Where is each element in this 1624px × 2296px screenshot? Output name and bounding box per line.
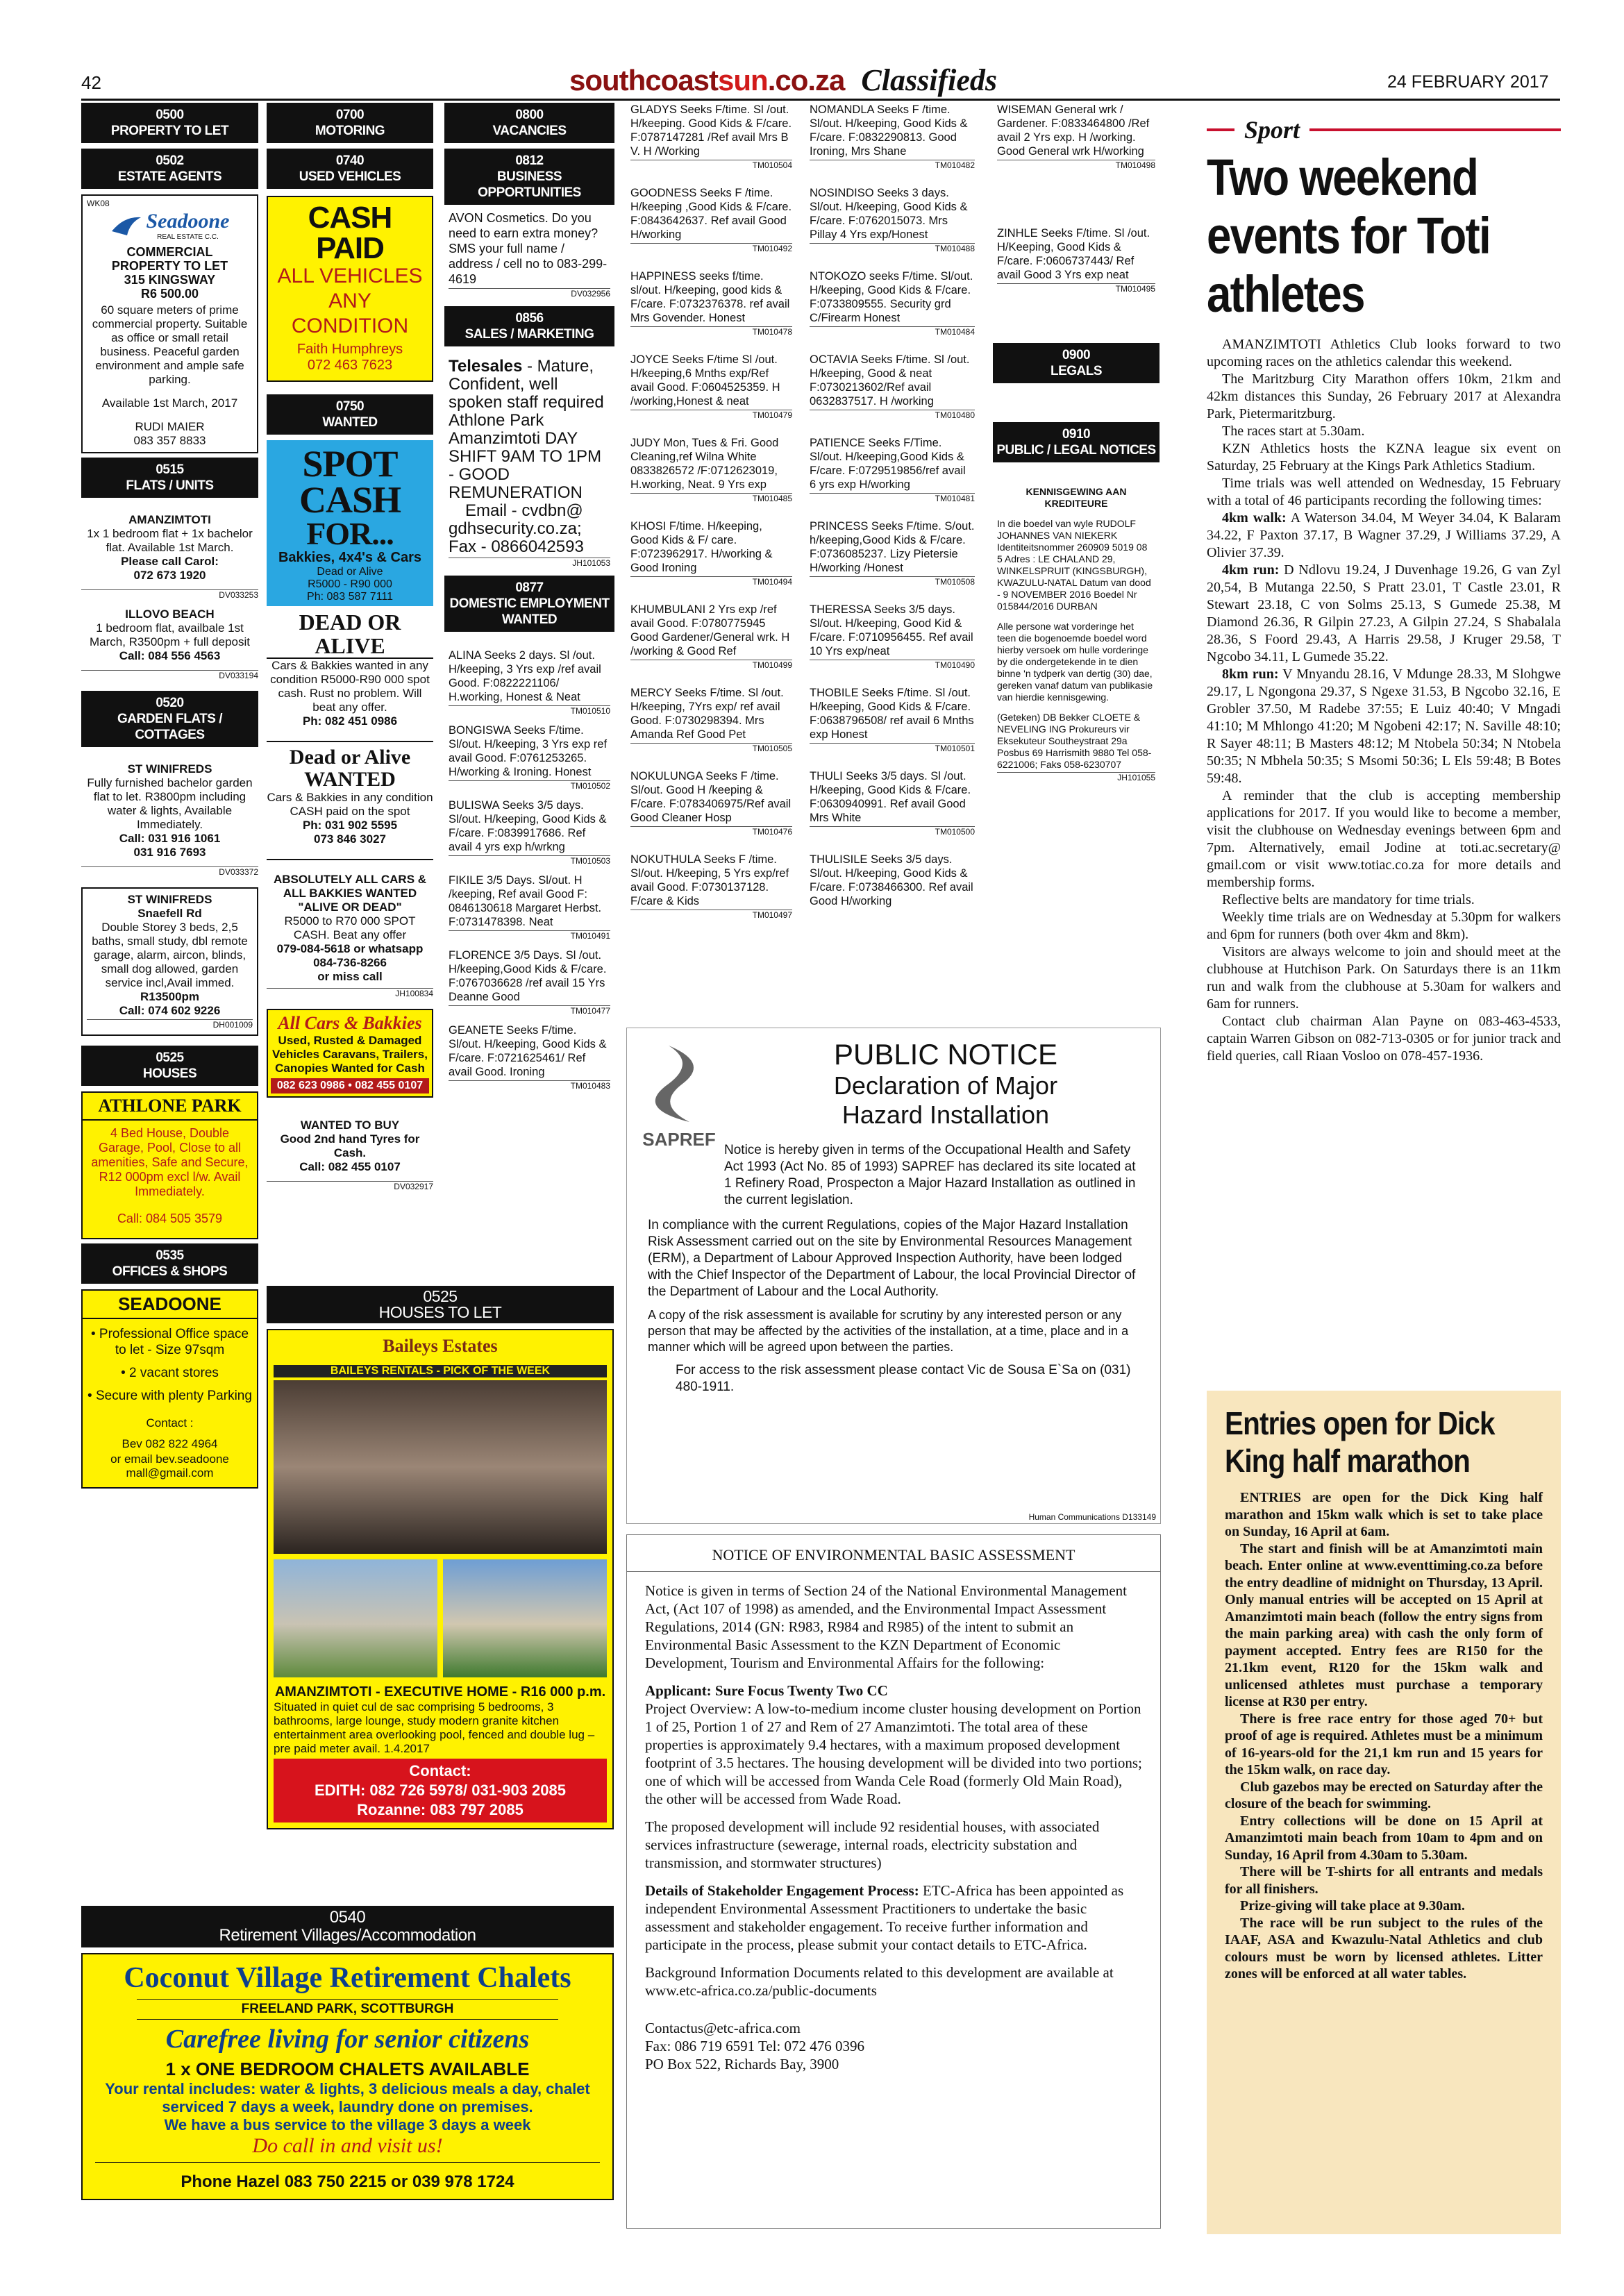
notice-subtitle: Declaration of Major	[833, 1071, 1058, 1100]
column-domestic-b	[805, 103, 979, 923]
employment-entry	[805, 103, 979, 171]
entry-ref: TM010508	[810, 576, 975, 587]
env-title: NOTICE OF ENVIRONMENTAL BASIC ASSESSMENT	[627, 1546, 1160, 1572]
avon-ad: AVON Cosmetics. Do you need to earn extra money? SMS your full name / address / cell no to 083-299-4619 DV032956	[449, 211, 610, 299]
house-photo	[274, 1559, 437, 1677]
heading-0515: 0515 FLATS / UNITS	[81, 458, 258, 498]
employment-entry	[805, 186, 979, 254]
page-number: 42	[81, 72, 101, 93]
ad-availability: Available 1st March, 2017	[101, 396, 238, 410]
column-motoring	[267, 103, 433, 1198]
env-paragraph: Project Overview: A low-to-medium income cluster housing development on Portion 1 of 25, Portion 1 of 27 and Rem of 27 Amanzimtoti. The total area of these properties is approximately 9.4 hectares, with a maximum proposed development footprint of 3.5 hectares. The housing development will be divided into two portions; one of which will be accessed from Wanda Cele Road (formerly Old Main Road), the other will be accessed from Wade Road.	[645, 1700, 1142, 1807]
entry-ref: TM010497	[630, 910, 792, 921]
sapref-notice	[626, 1028, 1161, 1524]
ad-st-winifreds-house: ST WINIFREDS Snaefell Rd Double Storey 3 beds, 2,5 baths, small study, dbl remote garage, alarm, aircon, blinds, small dog allowed, garden service incl,Avail immed. R13500pm Call: 074 602 9226 DH001009	[81, 887, 258, 1036]
entry-text: THULISILE Seeks 3/5 days. Sl/out. H/keeping, Good Kids & F/care. F:0738466300. Ref avail Good H/working	[810, 853, 973, 907]
kitchen-photo	[274, 1380, 607, 1554]
entry-text: THULI Seeks 3/5 days. Sl /out. H/keeping, Good Kids & F/care. F:0630940991. Ref avail Good Mrs White	[810, 770, 971, 824]
section-title: Classifieds	[861, 63, 997, 97]
issue-date: 24 FEBRUARY 2017	[1387, 72, 1549, 92]
entry-text: JOYCE Seeks F/time Sl /out. H/keeping,6 Mnths exp/Ref avail Good. F:0604525359. H /working,Honest & neat	[630, 353, 780, 408]
employment-entry	[626, 186, 796, 254]
employment-entry	[626, 353, 796, 421]
creditors-notice: KENNISGEWING AAN KREDITEURE In die boedel van wyle RUDOLF JOHANNES VAN NIEKERK Identiteitsnommer 260909 5019 08 5 Adres : LE CHALAND 29, WINKELSPRUIT (KINGSBURGH), KWAZULU-NATAL Datum van dood - 9 NOVEMBER 2016 Boedel Nr 015844/2016 DURBAN Alle persone wat vorderinge het teen die bogenoemde boedel word hierby versoek om hulle vorderinge by die ondergetekende in te dien binne 'n tydperk van dertig (30) dae, gereken vanaf datum van publikasie van hierdie kennisgewing. (Geteken) DB Bekker CLOETE & NEVELING ING Prokureurs vir Eksekuteur Southeystraat 29a Posbus 69 Harrismith 9880 Tel 058-6221006; Faks 058-6230707 JH101055	[997, 486, 1155, 782]
employment-entry	[626, 436, 796, 504]
ad-title: PROPERTY TO LET	[111, 259, 228, 273]
entry-ref: TM010476	[630, 826, 792, 837]
entry-ref: TM010494	[630, 576, 792, 587]
ad-illovo-beach: ILLOVO BEACH 1 bedroom flat, availbale 1st March, R3500pm + full deposit Call: 084 556 4563	[89, 607, 251, 662]
ad-ref: DV033372	[81, 866, 258, 878]
entry-text: NTOKOZO seeks F/time. Sl/out. H/keeping, Good Kids & F/care. F:0733809555. Security grd C/Firearm Honest	[810, 270, 973, 324]
article-headline: Two weekend events for Toti athletes	[1207, 149, 1490, 323]
entry-ref: TM010499	[630, 660, 792, 671]
coconut-village-ad: Coconut Village Retirement Chalets FREELAND PARK, SCOTTBURGH Carefree living for senior citizens 1 x ONE BEDROOM CHALETS AVAILABLE Your rental includes: water & lights, 3 delicious meals a day, chalet serviced 7 days a week, laundry done on premises. We have a bus service to the village 3 days a week Do call in and visit us! Phone Hazel 083 750 2215 or 039 978 1724	[81, 1953, 614, 2200]
env-paragraph: Details of Stakeholder Engagement Process: ETC-Africa has been appointed as independent Environmental Assessment Practitioners to undertake the basic assessment and stakeholder engagement. To receive further information and participate in the process, please submit your contact details to ETC-Africa.	[645, 1882, 1124, 1953]
entry-ref: TM010480	[810, 410, 975, 421]
heading-0740: 0740 USED VEHICLES	[267, 149, 433, 189]
entries-article	[1207, 1391, 1561, 2234]
entry-ref: TM010500	[810, 826, 975, 837]
pick-of-week-strip: BAILEYS RENTALS - PICK OF THE WEEK	[274, 1365, 607, 1377]
employment-entry: ALINA Seeks 2 days. Sl /out. H/keeping, 3 Yrs exp /ref avail Good. F:0822221106/ H.working, Honest & Neat TM010510	[449, 649, 610, 716]
ad-contact-name: RUDI MAIER	[135, 420, 205, 433]
employment-entry: BONGISWA Seeks F/time. Sl/out. H/keeping, 3 Yrs exp ref avail Good. F:0761253265. H/working & Ironing. Honest TM010502	[449, 724, 610, 791]
heading-0540: 0540 Retirement Villages/Accommodation	[81, 1906, 614, 1947]
heading-0877: 0877 DOMESTIC EMPLOYMENT WANTED	[444, 576, 614, 632]
notice-paragraph: For access to the risk assessment please contact Vic de Sousa E`Sa on (031) 480-1911.	[676, 1363, 1131, 1394]
ad-phone: 083 357 8833	[133, 434, 206, 447]
heading-0910: 0910 PUBLIC / LEGAL NOTICES	[993, 422, 1160, 462]
env-paragraph: Background Information Documents related to this development are available at www.etc-africa.co.za/public-documents	[645, 1964, 1114, 1999]
employment-entry	[805, 769, 979, 837]
env-applicant: Applicant: Sure Focus Twenty Two CC	[645, 1682, 888, 1699]
dead-or-alive-wanted-ad: Dead or Alive WANTED Cars & Bakkies in any condition CASH paid on the spot Ph: 031 902 5595 073 846 3027	[267, 741, 433, 846]
env-address: PO Box 522, Richards Bay, 3900	[645, 2056, 839, 2072]
column-domestic-a	[626, 103, 796, 936]
employment-entry	[626, 519, 796, 587]
all-cars-bakkies-ad: All Cars & Bakkies Used, Rusted & Damaged Vehicles Caravans, Trailers, Canopies Wanted for Cash 082 623 0986 • 082 455 0107	[267, 1009, 433, 1098]
employment-entry: BULISWA Seeks 3/5 days. Sl/out. H/keeping, Good Kids & F/care. F:0839917686. Ref avail 4 yrs exp h/wrkng TM010503	[449, 799, 610, 866]
entry-ref: TM010478	[630, 326, 792, 337]
cash-paid-ad: CASH PAID ALL VEHICLES ANY CONDITION Faith Humphreys 072 463 7623	[267, 196, 433, 382]
site-name[interactable]: southcoastsun.co.za	[569, 64, 845, 97]
houses-to-let-section	[267, 1286, 614, 1829]
employment-entry	[805, 436, 979, 504]
entry-text: NOKULUNGA Seeks F /time. Sl/out. Good H /keeping & F/care. F:0783406975/Ref avail Good Cleaner Hosp	[630, 770, 792, 824]
heading-0500: 0500 PROPERTY TO LET	[81, 103, 258, 143]
entry-text: PATIENCE Seeks F/Time. Sl/out. H/keeping,Good Kids & F/care. F:0729519856/ref avail 6 yrs exp H/working	[810, 437, 966, 491]
env-paragraph: Notice is given in terms of Section 24 of the National Environmental Management Act, (Act 107 of 1998) as amended, and the Environmental Impact Assessment Regulations, 2014 (GN: R983, R984 and R985) of the intent to submit an Environmental Basic Assessment to the KZN Department of Economic Development, Tourism and Environmental Affairs for the following:	[645, 1582, 1127, 1671]
ad-ref: DV033194	[81, 670, 258, 681]
ad-ref: DH001009	[87, 1019, 253, 1030]
ad-body: 60 square meters of prime commercial property. Suitable as office or small retail business. Peaceful garden environment and ample safe parking.	[92, 303, 248, 386]
employment-entry: WISEMAN General wrk / Gardener. F:0833464800 /Ref avail 2 Yrs exp. H /working. Good General wrk H/working TM010498	[997, 103, 1155, 170]
ad-ref: DV033253	[81, 589, 258, 601]
heading-0502: 0502 ESTATE AGENTS	[81, 149, 258, 189]
entry-text: NOMANDLA Seeks F /time. Sl/out. H/keeping, Good Kids & F/care. F:0832290813. Good Ironing, Mrs Shane	[810, 103, 968, 158]
heading-0800: 0800 VACANCIES	[444, 103, 614, 143]
employment-entry: ZINHLE Seeks F/time. Sl /out. H/Keeping, Good Kids & F/care. F:0606737443/ Ref avail Good 3 Yrs exp neat TM010495	[997, 227, 1155, 294]
entry-ref: TM010479	[630, 410, 792, 421]
baileys-logo: Baileys Estates	[383, 1336, 498, 1356]
ad-amanzimtoti-flat: AMANZIMTOTI 1x 1 bedroom flat + 1x bachelor flat. Available 1st March. Please call Carol: 072 673 1920	[87, 513, 253, 582]
employment-entry	[626, 103, 796, 171]
entry-text: JUDY Mon, Tues & Fri. Good Cleaning,ref Wilna White 0833826572 /F:0712623019, H.working, Neat. 9 Yrs exp	[630, 437, 779, 491]
sport-article	[1207, 103, 1561, 1065]
ad-code: WK08	[87, 199, 110, 208]
env-phone: Fax: 086 719 6591 Tel: 072 476 0396	[645, 2038, 865, 2054]
notice-subtitle: Hazard Installation	[842, 1100, 1050, 1129]
notice-paragraph: In compliance with the current Regulations, copies of the Major Hazard Installation Risk Assessment carried out on the site by Environmental Resources Management (ERM), a Department of Labour Approved Inspection Authority, have been lodged with the Chief Inspector of the Department of Labour, the local Provincial Director of the Department of Labour and the Local Authority.	[648, 1218, 1136, 1299]
sapref-emblem-icon	[641, 1042, 717, 1125]
ad-title: COMMERCIAL	[126, 245, 213, 259]
ad-ref: JH100834	[267, 988, 433, 999]
seadoone-logo: Seadoone REAL ESTATE C.C.	[87, 210, 253, 241]
employment-entry: FIKILE 3/5 Days. Sl/out. H /keeping, Ref avail Good F: 0846130618 Margaret Herbst. F:0731478398. Neat TM010491	[449, 874, 610, 941]
listing-title: AMANZIMTOTI - EXECUTIVE HOME - R16 000 p.m.	[274, 1684, 606, 1700]
employment-entry: GEANETE Seeks F/time. Sl/out. H/keeping, Good Kids & F/care. F:0721625461/ Ref avail Good. Ironing TM010483	[449, 1024, 610, 1091]
employment-entry	[626, 853, 796, 921]
notice-paragraph: A copy of the risk assessment is available for scrutiny by any interested person or any person that may be affected by the activities of the installation, at a time, place and in a manner which will be agreed upon between the parties.	[648, 1308, 1129, 1354]
telesales-ad: Telesales - Mature, Confident, well spoken staff required Athlone Park Amanzimtoti DAY SHIFT 9AM TO 1PM - GOOD REMUNERATION Email - cvdbn@ gdhsecurity.co.za; Fax - 0866042593 JH101053	[449, 357, 610, 568]
entry-ref: TM010504	[630, 160, 792, 171]
entry-text: MERCY Seeks F/time. Sl /out. H/keeping, 7Yrs exp/ ref avail Good. F:0730298394. Mrs Amanda Ref Good Pet	[630, 687, 784, 741]
entry-ref: TM010484	[810, 326, 975, 337]
employment-entry	[805, 269, 979, 337]
column-property	[81, 103, 258, 1493]
employment-entry	[805, 603, 979, 671]
entry-text: GLADYS Seeks F/time. Sl /out. H/keeping. Good Kids & F/care. F:0787147281 /Ref avail Mrs B V. H /Working	[630, 103, 792, 158]
entry-text: THOBILE Seeks F/time. Sl /out. H/keeping, Good Kids & F/care. F:0638796508/ ref avail 6 Mnths exp Honest	[810, 687, 974, 741]
ad-price: R6 500.00	[140, 287, 199, 301]
entry-ref: TM010492	[630, 243, 792, 254]
heading-0750: 0750 WANTED	[267, 394, 433, 435]
entry-text: KHUMBULANI 2 Yrs exp /ref avail Good. F:0780775945 Good Gardener/General wrk. H /working & Good Ref	[630, 603, 790, 657]
entry-text: NOSINDISO Seeks 3 days. Sl/out. H/keeping, Good Kids & F/care. F:0762015073. Mrs Pillay 4 Yrs exp/Honest	[810, 187, 968, 241]
article-body: ENTRIES are open for the Dick King half marathon and 15km walk which is set to take place on Sunday, 16 April at 6am. The start and finish will be at Amanzimtoti main beach. Enter online at www.eventtiming.co.za before the entry deadline of midnight on Thursday, 13 April. Only manual entries will be accepted on 15 April at Amanzimtoti main beach (follow the entry signs from the main parking area) with cash the only form of payment accepted. Entry fees are R150 for the 21.1km event, R120 for the 15km walk and unlicensed athletes must purchase a temporary license at R30 per entry. There is free race entry for those aged 70+ but proof of age is required. Athletes must be a minimum of 16-years-old for the 21,1 km run and 15 years for the 15km walk, on race day. Club gazebos may be erected on Saturday after the closure of the beach for swimming. Entry collections will be done on 15 April at Amanzimtoti main beach from 10am to 4pm and on Sunday, 16 April from 4.30am to 5.30am. There will be T-shirts for all entrants and medals for all finishers. Prize-giving will take place at 9.30am. The race will be run subject to the rules of the IAAF, ASA and Kwazulu-Natal Athletics and club colours must be worn by licensed athletes. Litter zones will be enforced at all water tables.	[1225, 1490, 1543, 1981]
entry-text: NOKUTHULA Seeks F /time. Sl/out. H/keeping, 5 Yrs exp/ref avail Good. F:0730137128. F/care & Kids	[630, 853, 789, 907]
sapref-logo: SAPREF	[641, 1042, 717, 1150]
employment-entry: FLORENCE 3/5 Days. Sl /out. H/keeping,Good Kids & F/care. F:0767036628 /ref avail 15 Yrs Deanne Good TM010477	[449, 949, 610, 1016]
ad-st-winifreds-flat: ST WINIFREDS Fully furnished bachelor garden flat to let. R3800pm including water & lights, Available Immediately. Call: 031 916 1061 031 916 7693	[87, 762, 253, 859]
heading-0856: 0856 SALES / MARKETING	[444, 306, 614, 346]
article-headline: Entries open for Dick King half marathon	[1225, 1405, 1495, 1479]
seadoone-offices-ad: SEADOONE • Professional Office space to let - Size 97sqm • 2 vacant stores • Secure with plenty Parking Contact : Bev 082 822 4964 or email bev.seadoone mall@gmail.com	[81, 1289, 258, 1489]
environmental-notice	[626, 1534, 1161, 2229]
heading-0525-houses: 0525 HOUSES TO LET	[267, 1286, 614, 1323]
employment-entry	[626, 769, 796, 837]
heading-0812: 0812 BUSINESS OPPORTUNITIES	[444, 149, 614, 205]
entry-text: GOODNESS Seeks F /time. H/keeping ,Good Kids & F/care. F:0843642637. Ref avail Good H/working	[630, 187, 792, 241]
employment-entry	[626, 269, 796, 337]
column-vacancies	[444, 103, 614, 1098]
employment-entry	[626, 603, 796, 671]
column-legals	[993, 103, 1160, 789]
section-label: Sport	[1244, 116, 1300, 144]
sport-label-row	[1207, 115, 1561, 144]
employment-entry	[805, 686, 979, 754]
entry-text: KHOSI F/time. H/keeping, Good Kids & F/ care. F:0723962917. H/working & Good Ironing	[630, 520, 773, 574]
retirement-section	[81, 1906, 614, 2200]
heading-0520: 0520 GARDEN FLATS / COTTAGES	[81, 691, 258, 747]
entry-text: THERESSA Seeks 3/5 days. Sl/out. H/keeping, Good Kid & F/care. F:0710956455. Ref avail 10 Yrs exp/neat	[810, 603, 973, 657]
wanted-to-buy-ad: WANTED TO BUY Good 2nd hand Tyres for Cash. Call: 082 455 0107	[280, 1118, 420, 1173]
entry-ref: TM010490	[810, 660, 975, 671]
entry-ref: TM010505	[630, 743, 792, 754]
employment-entry	[805, 519, 979, 587]
notice-paragraph: Notice is hereby given in terms of the Occupational Health and Safety Act 1993 (Act No. 85 of 1993) SAPREF has declared its site located at 1 Refinery Road, Prospecton a Major Hazard Installation as outlined in the current legislation.	[724, 1143, 1136, 1207]
entry-text: HAPPINESS seeks f/time. sl/out. H/keeping, good kids & F/care. F:0732376378. ref avail Mrs Govender. Honest	[630, 270, 790, 324]
header-rule	[81, 99, 1560, 101]
notice-ref: Human Communications D133149	[1028, 1512, 1156, 1522]
listing-body: Situated in quiet cul de sac comprising 5 bedrooms, 3 bathrooms, large lounge, study modern granite kitchen entertainment area overlooking pool, fenced and double lug – pre paid meter avail. 1.4.2017	[274, 1700, 595, 1755]
athlone-park-ad: ATHLONE PARK 4 Bed House, Double Garage, Pool, Close to all amenities, Safe and Secure, R12 000pm excl l/w. Avail Immediately. Call: 084 505 3579	[81, 1091, 258, 1239]
bird-icon	[110, 212, 142, 240]
masthead	[569, 62, 1069, 97]
baileys-contact: Contact: EDITH: 082 726 5978/ 031-903 2085 Rozanne: 083 797 2085	[274, 1759, 607, 1822]
seadoone-estate-ad	[81, 194, 258, 453]
notice-title: PUBLIC NOTICE	[833, 1038, 1058, 1071]
employment-entry	[626, 686, 796, 754]
heading-0700: 0700 MOTORING	[267, 103, 433, 143]
baileys-ad	[267, 1329, 614, 1829]
entry-ref: TM010481	[810, 493, 975, 504]
entry-ref: TM010501	[810, 743, 975, 754]
ad-title: 315 KINGSWAY	[124, 273, 216, 287]
env-email[interactable]: Contactus@etc-africa.com	[645, 2020, 801, 2036]
entry-text: OCTAVIA Seeks F/time. Sl /out. H/keeping, Good & neat F:0730213602/Ref avail 0632837517. H /working	[810, 353, 970, 408]
spot-cash-ad: SPOT CASH FOR... Bakkies, 4x4's & Cars Dead or Alive R5000 - R90 000 Ph: 083 587 7111	[267, 440, 433, 606]
article-body: AMANZIMTOTI Athletics Club looks forward to two upcoming races on the athletics calendar this weekend. The Maritzburg City Marathon offers 10km, 21km and 42km distances this Sunday, 26 February 2017 at Alexandra Park, Pietermaritzburg. The races start at 5.30am. KZN Athletics hosts the KZNA league six event on Saturday, 25 February at the Kings Park Athletics Stadium. Time trials was well attended on Wednesday, 15 February with a total of 46 participants recording the following times: 4km walk: A Waterson 34.04, M Weyer 34.04, K Balaram 34.22, F Paxton 37.17, B Wagner 37.29, J Williams 37.29, A Olivier 37.39. 4km run: D Ndlovu 19.24, J Duvenhage 19.26, G van Zyl 20,54, B Mutanga 22.50, S Pratt 23.01, T Castle 23.01, R Stewart 23.18, C von Solms 25.13, S Gumede 25.38, M Diamond 26.36, R Gilpin 27.23, A Gilpin 27.24, S Shabalala 28.36, S Foord 29.43, A Harris 29.58, J Kruger 29.58, T Ngcobo 34.11, L Gumede 35.22. 8km run: V Mnyandu 28.16, V Mdunge 28.33, M Slohgwe 29.17, L Ngongona 29.37, S Ngexe 31.53, B Ngcobo 32.16, E Grobler 37.50, M Radebe 37:55; E Luiz 40:40; V Mngadi 41:10; M Mhlongo 41:20; M Ngobeni 42:17; N. Saville 48:10; R Sayer 48:11; B Masters 48:12; M Ntobela 50:34; N Ntobela 50:35; N Mbhela 50:35; S Msomi 50:36; L Els 59:48; B Botes 59:48. A reminder that the club is accepting membership applications for 2017. If you would like to become a member, visit the clubhouse on Wednesday evenings between 6pm and 7pm. Alternatively, email Jodine at toti.ac.secretary@ gmail.com or visit www.totiac.co.za for more details and membership forms. Reflective belts are mandatory for time trials. Weekly time trials are on Wednesday at 5.30pm for walkers and 6pm for runners (both over 4km and 8km). Visitors are always welcome to join and should meet at the clubhouse at Hutchison Park. On Saturdays there is an 11km run and walk from the clubhouse at 5.30am for walkers and 6am for runners. Contact club chairman Alan Payne on 083-463-4533, captain Warren Gibson on 082-713-0305 or for junior track and field queries, call Riaan Vosloo on 078-457-1936.	[1207, 337, 1561, 1064]
employment-entry	[805, 353, 979, 421]
garden-photo	[443, 1559, 607, 1677]
env-paragraph: The proposed development will include 92 residential houses, with associated services infrastructure (sewerage, internal roads, electricity substation and transmission, and stormwater structures)	[645, 1818, 1100, 1871]
entry-ref: TM010482	[810, 160, 975, 171]
entry-text: PRINCESS Seeks F/time. S/out. h/keeping,Good Kids & F/care. F:0736085237. Lizy Pietersie H/working /Honest	[810, 520, 975, 574]
ad-ref: DV032917	[267, 1181, 433, 1192]
absolutely-all-cars-ad: ABSOLUTELY ALL CARS & ALL BAKKIES WANTED "ALIVE OR DEAD" R5000 to R70 000 SPOT CASH. Beat any offer 079-084-5618 or whatsapp 084-736-8266 or miss call	[267, 859, 433, 984]
heading-0525: 0525 HOUSES	[81, 1046, 258, 1086]
entry-ref: TM010488	[810, 243, 975, 254]
dead-or-alive-ad: DEAD OR ALIVE Cars & Bakkies wanted in any condition R5000-R90 000 spot cash. Rust no problem. Will beat any offer. Ph: 082 451 0986	[267, 610, 433, 728]
heading-0900: 0900 LEGALS	[993, 343, 1160, 383]
heading-0535: 0535 OFFICES & SHOPS	[81, 1243, 258, 1284]
entry-ref: TM010485	[630, 493, 792, 504]
employment-entry	[805, 853, 979, 908]
